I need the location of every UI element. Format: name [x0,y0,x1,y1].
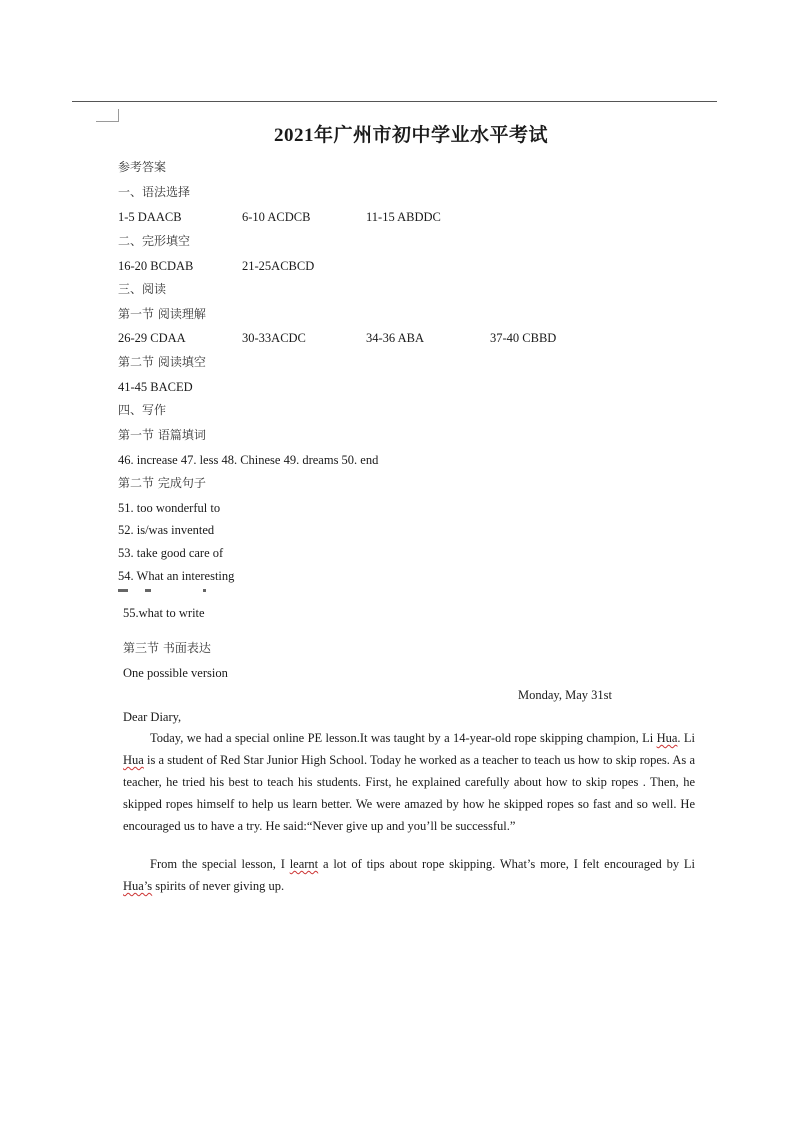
sentence-answer: 52. is/was invented [118,523,215,537]
writing-heading: 四、写作 [118,403,167,417]
reading-part1-heading: 第一节 阅读理解 [118,307,206,321]
diary-date: Monday, May 31st [518,688,612,702]
cloze-heading: 二、完形填空 [118,234,191,248]
answer-group: 1-5 DAACB [118,210,182,224]
document-title: 2021年广州市初中学业水平考试 [273,125,548,146]
reading-heading: 三、阅读 [118,282,167,296]
sentence-answer: 54. What an interesting [118,569,235,583]
sentence-answer: 53. take good care of [118,546,224,560]
spell-flag: Hua’s [123,879,153,893]
answer-group: 6-10 ACDCB [242,210,311,224]
answer-group: 34-36 ABA [366,331,424,345]
answer-group: 30-33ACDC [242,331,306,345]
diary-greeting: Dear Diary, [123,710,182,724]
answer-group: 16-20 BCDAB [118,259,194,273]
answer-group: 41-45 BACED [118,380,193,394]
writing-part2-heading: 第二节 完成句子 [118,476,206,490]
spell-flag: Hua [656,731,678,745]
spell-flag: Hua [123,753,144,767]
word-fill-answers: 46. increase 47. less 48. Chinese 49. dreams 50. end [118,453,379,467]
header-rule [72,101,717,102]
spell-flag: learnt [289,857,319,871]
writing-part3-heading: 第三节 书面表达 [123,641,211,655]
clipped-text-remnant [118,589,238,593]
version-label: One possible version [123,666,228,680]
writing-part1-heading: 第一节 语篇填词 [118,428,206,442]
reading-part2-heading: 第二节 阅读填空 [118,355,206,369]
grammar-heading: 一、语法选择 [118,185,191,199]
answer-key-label: 参考答案 [118,160,167,174]
sentence-answer: 51. too wonderful to [118,501,221,515]
answer-group: 11-15 ABDDC [366,210,441,224]
answer-group: 26-29 CDAA [118,331,186,345]
essay-paragraph-2: From the special lesson, I learnt a lot of tips about rope skipping. What’s more, I felt encouraged by Li Hua’s spirits of never giving up. [123,857,695,893]
answer-group: 37-40 CBBD [490,331,557,345]
answer-group: 21-25ACBCD [242,259,315,273]
essay-paragraph-1: Today, we had a special online PE lesson.It was taught by a 14-year-old rope skipping champion, Li Hua. Li Hua is a student of Red Star Junior High School. Today he worked as a teacher to teach us how to skip ropes. As a teacher, he tried his best to teach his students. First, he explained carefully about how to skip ropes . Then, he skipped ropes himself to help us learn better. We were amazed by how he skipped ropes so fast and so well. He encouraged us to have a try. He said:“Never give up and you’ll be successful.” [123,731,696,833]
sentence-answer: 55.what to write [123,606,205,620]
